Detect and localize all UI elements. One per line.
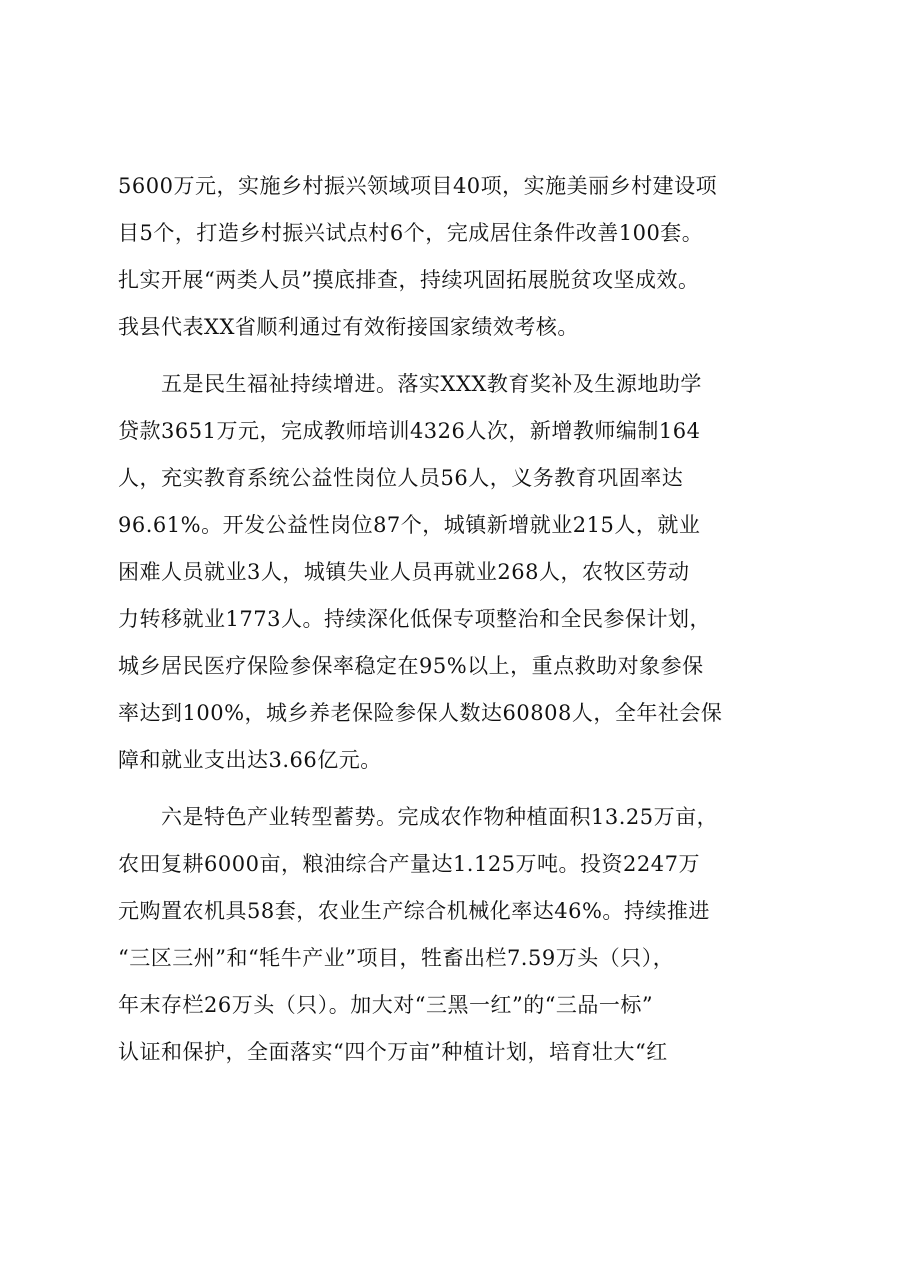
text-line: 元购置农机具58套，农业生产综合机械化率达46%。持续推进 — [118, 899, 710, 923]
text-line: 困难人员就业3人，城镇失业人员再就业268人，农牧区劳动 — [118, 560, 690, 584]
text-line: 人，充实教育系统公益性岗位人员56人，义务教育巩固率达 — [118, 466, 684, 490]
text-line: 力转移就业1773人。持续深化低保专项整治和全民参保计划， — [118, 607, 711, 631]
paragraph — [118, 794, 804, 1076]
text-line: 率达到100%，城乡养老保险参保人数达60808人，全年社会保 — [118, 701, 723, 725]
text-line: 城乡居民医疗保险参保率稳定在95%以上，重点救助对象参保 — [118, 654, 704, 678]
paragraph — [118, 361, 804, 784]
text-line: “三区三州”和“牦牛产业”项目，牲畜出栏7.59万头（只）， — [118, 946, 675, 970]
text-line: 5600万元，实施乡村振兴领域项目40项，实施美丽乡村建设项 — [118, 174, 718, 198]
text-line: 贷款3651万元，完成教师培训4326人次，新增教师编制164 — [118, 419, 701, 443]
text-line: 我县代表XX省顺利通过有效衔接国家绩效考核。 — [118, 315, 579, 339]
text-line: 农田复耕6000亩，粮油综合产量达1.125万吨。投资2247万 — [118, 852, 701, 876]
text-line: 认证和保护，全面落实“四个万亩”种植计划，培育壮大“红 — [118, 1040, 668, 1064]
text-line: 扎实开展“两类人员”摸底排查，持续巩固拓展脱贫攻坚成效。 — [118, 268, 700, 292]
document-body — [118, 163, 804, 1076]
text-line: 六是特色产业转型蓄势。完成农作物种植面积13.25万亩， — [118, 805, 719, 829]
text-line: 障和就业支出达3.66亿元。 — [118, 748, 382, 772]
paragraph — [118, 163, 804, 351]
text-line: 五是民生福祉持续增进。落实XXX教育奖补及生源地助学 — [118, 372, 702, 396]
text-line: 目5个，打造乡村振兴试点村6个，完成居住条件改善100套。 — [118, 221, 704, 245]
text-line: 96.61%。开发公益性岗位87个，城镇新增就业215人，就业 — [118, 513, 701, 537]
paragraph-gap — [118, 351, 804, 361]
paragraph-gap — [118, 784, 804, 794]
text-line: 年末存栏26万头（只）。加大对“三黑一红”的“三品一标” — [118, 993, 654, 1017]
